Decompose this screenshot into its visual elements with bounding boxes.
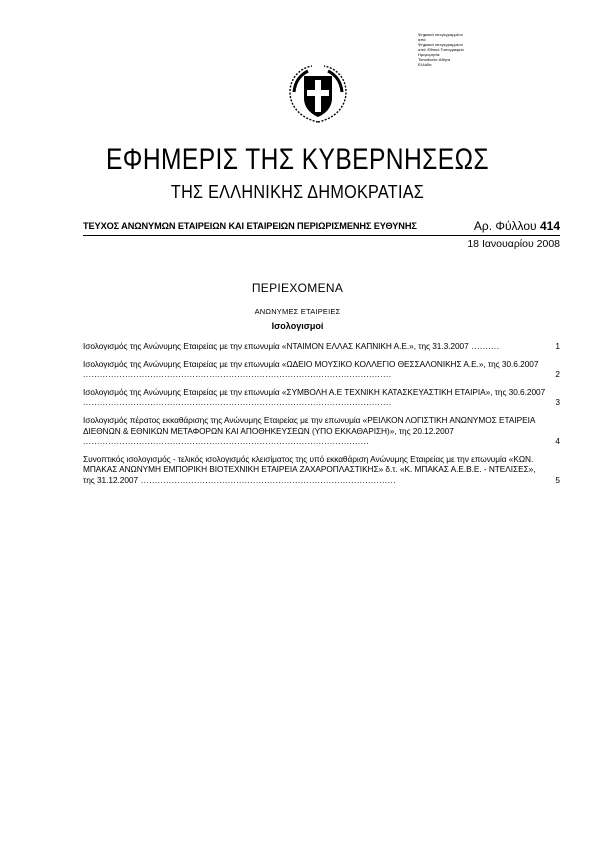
entry-text: Ισολογισμός της Ανώνυμης Εταιρείας με την επωνυμία «ΝΤΑΙΜΟΝ ΕΛΛΑΣ ΚΑΠΝΙΚΗ Α.Ε.», της 31.3.2007 — [83, 341, 469, 351]
entry-text: Συνοπτικός ισολογισμός - τελικός ισολογισμός κλεισίματος της υπό εκκαθάριση Ανώνυμης Εταιρείας με την επωνυμία «ΚΩΝ. ΜΠΑΚΑΣ ΑΝΩΝΥΜΗ ΕΜΠΟΡΙΚΗ ΒΙΟΤΕΧΝΙΚΗ ΕΤΑΙΡΕΙΑ ΖΑΧΑΡΟΠΛΑΣΤΙΚΗΣ» δ.τ. «Κ. ΜΠΑΚΑΣ Α.Ε.Β.Ε. - ΝΤΕΛΙΣΕΣ», της 31.12.2007 — [83, 453, 536, 485]
stamp-line: από: — [418, 37, 427, 42]
stamp-line: Ημερομηνία: — [418, 52, 441, 57]
stamp-line: από: Εθνικό Τυπογραφείο — [418, 47, 464, 52]
leader-dots: .......... — [468, 341, 500, 351]
gazette-subtitle: ΤΗΣ ΕΛΛΗΝΙΚΗΣ ΔΗΜΟΚΡΑΤΙΑΣ — [170, 182, 425, 202]
digital-signature-stamp — [418, 32, 488, 67]
sheet-number: 414 — [539, 219, 560, 233]
issue-date: 18 Ιανουαρίου 2008 — [467, 238, 560, 250]
stamp-line: Ελλάδα — [418, 62, 432, 67]
sheet-number-label — [474, 219, 560, 233]
contents-entry — [83, 415, 560, 447]
issue-type: ΤΕΥΧΟΣ ΑΝΩΝΥΜΩΝ ΕΤΑΙΡΕΙΩΝ ΚΑΙ ΕΤΑΙΡΕΙΩΝ ΠΕΡΙΩΡΙΣΜΕΝΗΣ ΕΥΘΥΝΗΣ — [83, 221, 417, 231]
section-heading: ΑΝΩΝΥΜΕΣ ΕΤΑΙΡΕΙΕΣ — [254, 307, 341, 316]
leader-dots: .............................................................................................................. — [83, 369, 392, 380]
contents-entry — [83, 387, 560, 408]
entry-page: 5 — [555, 474, 560, 485]
entry-page: 4 — [555, 436, 560, 447]
entry-page: 3 — [555, 397, 560, 408]
coat-of-arms-emblem — [286, 62, 350, 126]
entry-text: Ισολογισμός πέρατος εκκαθάρισης της Ανώνυμης Εταιρείας με την επωνυμία «ΡΕΙΛΚΟΝ ΛΟΓΙΣΤΙΚΗ ΑΝΩΝΥΜΟΣ ΕΤΑΙΡΕΙΑ ΔΙΕΘΝΩΝ & ΕΘΝΙΚΩΝ ΜΕΤΑΦΟΡΩΝ ΚΑΙ ΑΠΟΘΗΚΕΥΣΕΩΝ (ΥΠΟ ΕΚΚΑΘΑΡΙΣΗ)», της 20.12.2007 — [83, 415, 535, 436]
stamp-line: Τοποθεσία: Αθήνα — [418, 57, 451, 62]
contents-entry — [83, 359, 560, 380]
issue-header-row — [83, 221, 560, 236]
stamp-line: Ψηφιακά υπογεγραμμένο — [418, 32, 463, 37]
subsection-heading: Ισολογισμοί — [271, 321, 324, 331]
gazette-title: ΕΦΗΜΕΡΙΣ ΤΗΣ ΚΥΒΕΡΝΗΣΕΩΣ — [105, 143, 489, 176]
leader-dots: .............................................................................................................. — [83, 397, 392, 408]
contents-title: ΠΕΡΙΕΧΟΜΕΝΑ — [251, 281, 344, 295]
contents-entry — [83, 454, 560, 486]
leader-dots: ........................................................................................... — [138, 474, 397, 485]
contents-list — [83, 341, 560, 492]
sheet-label: Αρ. Φύλλου — [473, 219, 537, 233]
entry-page: 1 — [555, 341, 560, 351]
leader-dots: ...................................................................................................... — [83, 436, 370, 447]
entry-text: Ισολογισμός της Ανώνυμης Εταιρείας με την επωνυμία «ΩΔΕΙΟ ΜΟΥΣΙΚΟ ΚΟΛΛΕΓΙΟ ΘΕΣΣΑΛΟΝΙΚΗΣ Α.Ε.», της 30.6.2007 — [83, 358, 539, 369]
entry-text: Ισολογισμός της Ανώνυμης Εταιρείας με την επωνυμία «ΣΥΜΒΟΛΗ Α.Ε ΤΕΧΝΙΚΗ ΚΑΤΑΣΚΕΥΑΣΤΙΚΗ ΕΤΑΙΡΙΑ», της 30.6.2007 — [83, 386, 546, 397]
contents-entry — [83, 341, 560, 352]
stamp-line: Ψηφιακά υπογεγραμμένο — [418, 42, 463, 47]
entry-page: 2 — [555, 369, 560, 380]
